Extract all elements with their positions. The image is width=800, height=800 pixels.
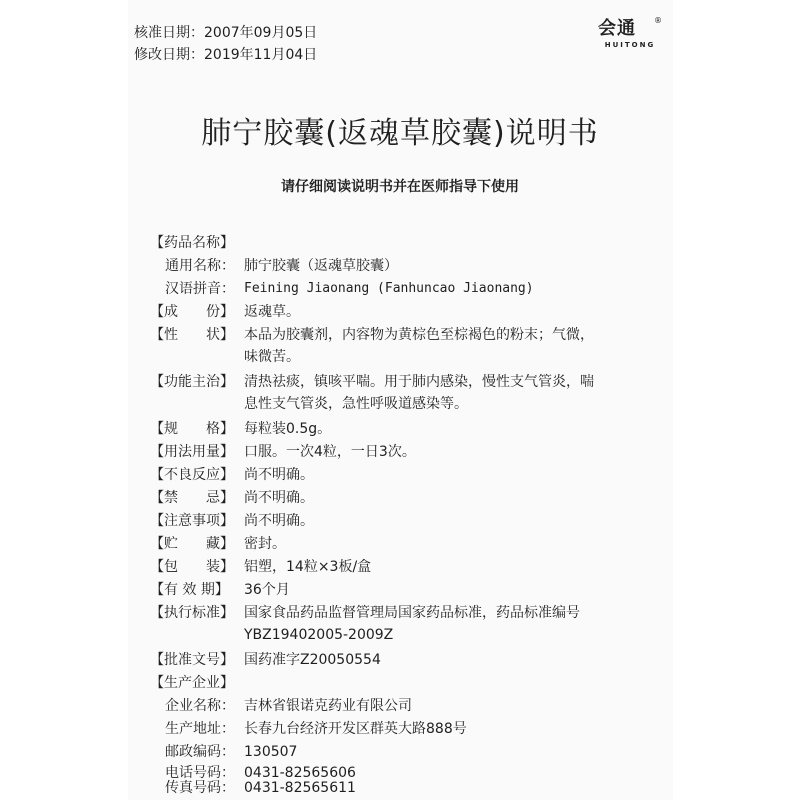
- instruction-notice: 请仔细阅读说明书并在医师指导下使用: [281, 179, 519, 195]
- section-label: 【禁 忌】: [150, 490, 234, 506]
- field-value: 每粒装0.5g。: [244, 421, 332, 437]
- section-label: 【成 份】: [150, 304, 234, 320]
- field-label: 生产地址：: [165, 721, 235, 737]
- field-value: 0431-82565611: [244, 780, 356, 796]
- field-value: 130507: [244, 744, 298, 760]
- section-label: 【性 状】: [150, 327, 234, 343]
- field-value-line2: 息性支气管炎，急性呼吸道感染等。: [244, 396, 468, 412]
- field-value: 返魂草。: [244, 304, 300, 320]
- section-label: 【生产企业】: [150, 675, 234, 691]
- field-value: 尚不明确。: [244, 490, 314, 506]
- field-label: 汉语拼音：: [165, 281, 235, 297]
- field-label: 通用名称：: [165, 258, 235, 274]
- section-label: 【用法用量】: [150, 444, 234, 460]
- field-value: 密封。: [244, 536, 286, 552]
- field-value: 国药准字Z20050554: [244, 652, 381, 668]
- revision-date: 修改日期：2019年11月04日: [134, 47, 318, 63]
- section-label: 【功能主治】: [150, 374, 234, 390]
- field-value-line1: 本品为胶囊剂，内容物为黄棕色至棕褐色的粉末；气微，: [244, 327, 594, 343]
- section-label: 【不良反应】: [150, 467, 234, 483]
- field-value: 长春九台经济开发区群英大路888号: [244, 721, 467, 737]
- field-value: 0431-82565606: [244, 765, 356, 781]
- field-value: 36个月: [244, 582, 290, 598]
- field-value-line1: 清热祛痰，镇咳平喘。用于肺内感染，慢性支气管炎，喘: [244, 374, 594, 390]
- field-value-line1: 国家食品药品监督管理局国家药品标准，药品标准编号: [244, 605, 580, 621]
- section-label: 【批准文号】: [150, 652, 234, 668]
- section-label: 【包 装】: [150, 559, 234, 575]
- field-value: 肺宁胶囊（返魂草胶囊）: [244, 258, 398, 274]
- field-value-line2: 味微苦。: [244, 349, 300, 365]
- field-value: 尚不明确。: [244, 513, 314, 529]
- section-label: 【规 格】: [150, 421, 234, 437]
- field-value: Feining Jiaonang (Fanhuncao Jiaonang): [244, 281, 534, 296]
- document-title: 肺宁胶囊(返魂草胶囊)说明书: [201, 116, 599, 151]
- field-label: 电话号码：: [165, 765, 235, 781]
- approval-date: 核准日期：2007年09月05日: [134, 25, 318, 41]
- registered-mark: ®: [654, 16, 662, 25]
- field-label: 邮政编码：: [165, 744, 235, 760]
- section-label: 【有 效 期】: [150, 582, 229, 598]
- field-value: 吉林省银诺克药业有限公司: [244, 698, 412, 714]
- field-value: 尚不明确。: [244, 467, 314, 483]
- section-label: 【药品名称】: [150, 235, 234, 251]
- logo-chinese-text: 会通: [598, 18, 636, 39]
- field-value: 铝塑，14粒×3板/盒: [244, 559, 372, 575]
- logo-english-text: HUITONG: [604, 41, 656, 49]
- section-label: 【注意事项】: [150, 513, 234, 529]
- field-value-line2: YBZ19402005-2009Z: [244, 627, 394, 643]
- section-label: 【贮 藏】: [150, 536, 234, 552]
- field-value: 口服。一次4粒，一日3次。: [244, 444, 416, 460]
- field-label: 企业名称：: [165, 698, 235, 714]
- field-label: 传真号码：: [165, 780, 235, 796]
- section-label: 【执行标准】: [150, 605, 234, 621]
